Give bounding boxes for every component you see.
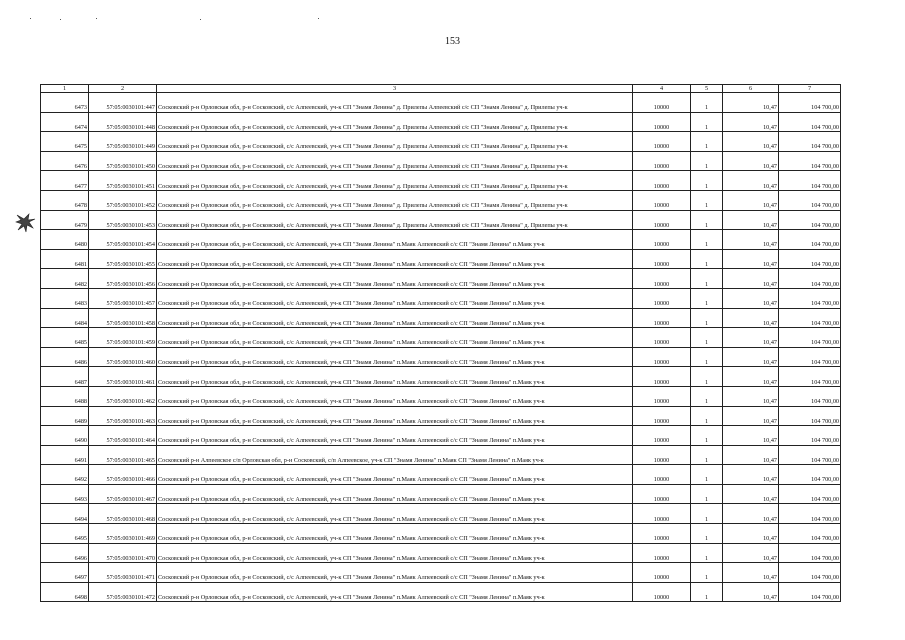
row-number: 6486 [41,347,89,367]
price-per-unit: 10,47 [723,249,779,269]
cadastral-number: 57:05:0030101:469 [89,524,157,544]
plot-description: Сосковский р-н Орловская обл, р-н Сосковский, с/с Алпеевский, уч-к СП "Знамя Ленина" д. Прилепы Алпеевский с/с СП "Знамя Ленина" д. Прилепы уч-к [157,132,633,152]
price-per-unit: 10,47 [723,93,779,113]
plot-area: 10000 [633,171,691,191]
plot-share: 1 [691,171,723,191]
row-number: 6491 [41,445,89,465]
cadastral-number: 57:05:0030101:462 [89,386,157,406]
cadastral-value: 104 700,00 [779,484,841,504]
plot-description: Сосковский р-н Орловская обл, р-н Сосковский, с/с Алпеевский, уч-к СП "Знамя Ленина" д. Прилепы Алпеевский с/с СП "Знамя Ленина" д. Прилепы уч-к [157,151,633,171]
plot-share: 1 [691,328,723,348]
table-row [41,465,841,485]
price-per-unit: 10,47 [723,426,779,446]
price-per-unit: 10,47 [723,210,779,230]
cadastral-number: 57:05:0030101:457 [89,288,157,308]
cadastral-value: 104 700,00 [779,524,841,544]
cadastral-value: 104 700,00 [779,132,841,152]
table-row [41,543,841,563]
cadastral-number: 57:05:0030101:470 [89,543,157,563]
table-row [41,112,841,132]
price-per-unit: 10,47 [723,308,779,328]
table-row [41,269,841,289]
plot-share: 1 [691,465,723,485]
cadastral-value: 104 700,00 [779,112,841,132]
plot-share: 1 [691,445,723,465]
plot-description: Сосковский р-н Орловская обл, р-н Сосковский, с/с Алпеевский, уч-к СП "Знамя Ленина" п.Маяк Алпеевский с/с СП "Знамя Ленина" п.Маяк уч-к [157,504,633,524]
price-per-unit: 10,47 [723,112,779,132]
cadastral-value: 104 700,00 [779,93,841,113]
price-per-unit: 10,47 [723,406,779,426]
row-number: 6498 [41,582,89,602]
row-number: 6474 [41,112,89,132]
plot-share: 1 [691,484,723,504]
price-per-unit: 10,47 [723,328,779,348]
plot-share: 1 [691,93,723,113]
table-row [41,210,841,230]
plot-description: Сосковский р-н Алпеевское с/п Орловская обл, р-н Сосковский, с/п Алпеевское, уч-к СП "Знамя Ленина" п.Маяк СП "Знамя Ленина" п.Маяк уч-к [157,445,633,465]
plot-area: 10000 [633,582,691,602]
plot-description: Сосковский р-н Орловская обл, р-н Сосковский, с/с Алпеевский, уч-к СП "Знамя Ленина" п.Маяк Алпеевский с/с СП "Знамя Ленина" п.Маяк уч-к [157,269,633,289]
row-number: 6494 [41,504,89,524]
table-row [41,386,841,406]
plot-share: 1 [691,406,723,426]
cadastral-number: 57:05:0030101:453 [89,210,157,230]
table-row [41,151,841,171]
column-header: 5 [691,85,723,93]
plot-share: 1 [691,151,723,171]
plot-area: 10000 [633,386,691,406]
price-per-unit: 10,47 [723,465,779,485]
cadastral-value: 104 700,00 [779,288,841,308]
row-number: 6484 [41,308,89,328]
plot-area: 10000 [633,190,691,210]
cadastral-value: 104 700,00 [779,563,841,583]
price-per-unit: 10,47 [723,543,779,563]
cadastral-number: 57:05:0030101:451 [89,171,157,191]
scan-speck [318,18,319,19]
plot-area: 10000 [633,484,691,504]
table-row [41,93,841,113]
row-number: 6476 [41,151,89,171]
column-header: 2 [89,85,157,93]
cadastral-number: 57:05:0030101:448 [89,112,157,132]
cadastral-value: 104 700,00 [779,504,841,524]
table-row [41,426,841,446]
cadastral-number: 57:05:0030101:461 [89,367,157,387]
price-per-unit: 10,47 [723,230,779,250]
plot-area: 10000 [633,249,691,269]
plot-area: 10000 [633,112,691,132]
row-number: 6479 [41,210,89,230]
table-row [41,504,841,524]
table-row [41,582,841,602]
plot-share: 1 [691,190,723,210]
plot-share: 1 [691,347,723,367]
row-number: 6490 [41,426,89,446]
price-per-unit: 10,47 [723,288,779,308]
price-per-unit: 10,47 [723,367,779,387]
plot-description: Сосковский р-н Орловская обл, р-н Сосковский, с/с Алпеевский, уч-к СП "Знамя Ленина" д. Прилепы Алпеевский с/с СП "Знамя Ленина" д. Прилепы уч-к [157,210,633,230]
scan-speck [96,18,97,19]
plot-description: Сосковский р-н Орловская обл, р-н Сосковский, с/с Алпеевский, уч-к СП "Знамя Ленина" п.Маяк Алпеевский с/с СП "Знамя Ленина" п.Маяк уч-к [157,367,633,387]
cadastral-value: 104 700,00 [779,249,841,269]
row-number: 6492 [41,465,89,485]
plot-area: 10000 [633,328,691,348]
plot-share: 1 [691,582,723,602]
cadastral-number: 57:05:0030101:460 [89,347,157,367]
table-row [41,328,841,348]
plot-area: 10000 [633,504,691,524]
plot-area: 10000 [633,210,691,230]
plot-description: Сосковский р-н Орловская обл, р-н Сосковский, с/с Алпеевский, уч-к СП "Знамя Ленина" п.Маяк Алпеевский с/с СП "Знамя Ленина" п.Маяк уч-к [157,328,633,348]
cadastral-value: 104 700,00 [779,543,841,563]
scan-speck [30,18,31,19]
plot-share: 1 [691,308,723,328]
cadastral-number: 57:05:0030101:463 [89,406,157,426]
column-header: 4 [633,85,691,93]
table-row [41,445,841,465]
plot-description: Сосковский р-н Орловская обл, р-н Сосковский, с/с Алпеевский, уч-к СП "Знамя Ленина" п.Маяк Алпеевский с/с СП "Знамя Ленина" п.Маяк уч-к [157,563,633,583]
plot-area: 10000 [633,367,691,387]
cadastral-value: 104 700,00 [779,465,841,485]
stamp-icon [12,212,38,234]
price-per-unit: 10,47 [723,171,779,191]
cadastral-number: 57:05:0030101:456 [89,269,157,289]
price-per-unit: 10,47 [723,445,779,465]
cadastral-value: 104 700,00 [779,190,841,210]
cadastral-number: 57:05:0030101:454 [89,230,157,250]
cadastral-value: 104 700,00 [779,445,841,465]
plot-description: Сосковский р-н Орловская обл, р-н Сосковский, с/с Алпеевский, уч-к СП "Знамя Ленина" д. Прилепы Алпеевский с/с СП "Знамя Ленина" д. Прилепы уч-к [157,112,633,132]
plot-description: Сосковский р-н Орловская обл, р-н Сосковский, с/с Алпеевский, уч-к СП "Знамя Ленина" п.Маяк Алпеевский с/с СП "Знамя Ленина" п.Маяк уч-к [157,582,633,602]
cadastral-number: 57:05:0030101:450 [89,151,157,171]
plot-share: 1 [691,112,723,132]
cadastral-number: 57:05:0030101:471 [89,563,157,583]
plot-description: Сосковский р-н Орловская обл, р-н Сосковский, с/с Алпеевский, уч-к СП "Знамя Ленина" п.Маяк Алпеевский с/с СП "Знамя Ленина" п.Маяк уч-к [157,484,633,504]
cadastral-value: 104 700,00 [779,347,841,367]
plot-area: 10000 [633,563,691,583]
plot-description: Сосковский р-н Орловская обл, р-н Сосковский, с/с Алпеевский, уч-к СП "Знамя Ленина" д. Прилепы Алпеевский с/с СП "Знамя Ленина" д. Прилепы уч-к [157,171,633,191]
cadastral-number: 57:05:0030101:455 [89,249,157,269]
cadastral-value: 104 700,00 [779,582,841,602]
price-per-unit: 10,47 [723,582,779,602]
row-number: 6495 [41,524,89,544]
cadastral-number: 57:05:0030101:452 [89,190,157,210]
plot-description: Сосковский р-н Орловская обл, р-н Сосковский, с/с Алпеевский, уч-к СП "Знамя Ленина" п.Маяк Алпеевский с/с СП "Знамя Ленина" п.Маяк уч-к [157,406,633,426]
plot-description: Сосковский р-н Орловская обл, р-н Сосковский, с/с Алпеевский, уч-к СП "Знамя Ленина" п.Маяк Алпеевский с/с СП "Знамя Ленина" п.Маяк уч-к [157,386,633,406]
table-row [41,484,841,504]
cadastral-number: 57:05:0030101:447 [89,93,157,113]
column-header: 7 [779,85,841,93]
plot-description: Сосковский р-н Орловская обл, р-н Сосковский, с/с Алпеевский, уч-к СП "Знамя Ленина" п.Маяк Алпеевский с/с СП "Знамя Ленина" п.Маяк уч-к [157,426,633,446]
plot-description: Сосковский р-н Орловская обл, р-н Сосковский, с/с Алпеевский, уч-к СП "Знамя Ленина" п.Маяк Алпеевский с/с СП "Знамя Ленина" п.Маяк уч-к [157,524,633,544]
plot-area: 10000 [633,524,691,544]
row-number: 6473 [41,93,89,113]
row-number: 6488 [41,386,89,406]
cadastral-number: 57:05:0030101:467 [89,484,157,504]
row-number: 6478 [41,190,89,210]
plot-area: 10000 [633,347,691,367]
plot-description: Сосковский р-н Орловская обл, р-н Сосковский, с/с Алпеевский, уч-к СП "Знамя Ленина" п.Маяк Алпеевский с/с СП "Знамя Ленина" п.Маяк уч-к [157,543,633,563]
plot-share: 1 [691,132,723,152]
column-header: 3 [157,85,633,93]
cadastral-number: 57:05:0030101:472 [89,582,157,602]
cadastral-value: 104 700,00 [779,230,841,250]
table-row [41,230,841,250]
cadastral-number: 57:05:0030101:458 [89,308,157,328]
plot-share: 1 [691,367,723,387]
column-header: 6 [723,85,779,93]
plot-area: 10000 [633,230,691,250]
cadastral-value: 104 700,00 [779,406,841,426]
table-row [41,190,841,210]
price-per-unit: 10,47 [723,484,779,504]
plot-description: Сосковский р-н Орловская обл, р-н Сосковский, с/с Алпеевский, уч-к СП "Знамя Ленина" п.Маяк Алпеевский с/с СП "Знамя Ленина" п.Маяк уч-к [157,230,633,250]
cadastral-number: 57:05:0030101:468 [89,504,157,524]
row-number: 6481 [41,249,89,269]
plot-area: 10000 [633,132,691,152]
price-per-unit: 10,47 [723,504,779,524]
row-number: 6489 [41,406,89,426]
plot-share: 1 [691,504,723,524]
row-number: 6497 [41,563,89,583]
plot-description: Сосковский р-н Орловская обл, р-н Сосковский, с/с Алпеевский, уч-к СП "Знамя Ленина" п.Маяк Алпеевский с/с СП "Знамя Ленина" п.Маяк уч-к [157,249,633,269]
table-row [41,171,841,191]
cadastral-value: 104 700,00 [779,308,841,328]
row-number: 6496 [41,543,89,563]
price-per-unit: 10,47 [723,524,779,544]
plot-area: 10000 [633,406,691,426]
cadastral-number: 57:05:0030101:465 [89,445,157,465]
cadastral-number: 57:05:0030101:466 [89,465,157,485]
plot-description: Сосковский р-н Орловская обл, р-н Сосковский, с/с Алпеевский, уч-к СП "Знамя Ленина" п.Маяк Алпеевский с/с СП "Знамя Ленина" п.Маяк уч-к [157,288,633,308]
plot-description: Сосковский р-н Орловская обл, р-н Сосковский, с/с Алпеевский, уч-к СП "Знамя Ленина" д. Прилепы Алпеевский с/с СП "Знамя Ленина" д. Прилепы уч-к [157,93,633,113]
cadastral-value: 104 700,00 [779,426,841,446]
plot-area: 10000 [633,269,691,289]
plot-description: Сосковский р-н Орловская обл, р-н Сосковский, с/с Алпеевский, уч-к СП "Знамя Ленина" п.Маяк Алпеевский с/с СП "Знамя Ленина" п.Маяк уч-к [157,465,633,485]
table-row [41,249,841,269]
table-row [41,406,841,426]
price-per-unit: 10,47 [723,190,779,210]
plot-share: 1 [691,563,723,583]
price-per-unit: 10,47 [723,269,779,289]
plot-area: 10000 [633,465,691,485]
price-per-unit: 10,47 [723,151,779,171]
plot-share: 1 [691,543,723,563]
table-row [41,288,841,308]
plot-area: 10000 [633,308,691,328]
cadastral-value: 104 700,00 [779,151,841,171]
plot-share: 1 [691,288,723,308]
row-number: 6482 [41,269,89,289]
plot-description: Сосковский р-н Орловская обл, р-н Сосковский, с/с Алпеевский, уч-к СП "Знамя Ленина" п.Маяк Алпеевский с/с СП "Знамя Ленина" п.Маяк уч-к [157,347,633,367]
table-row [41,563,841,583]
plot-area: 10000 [633,426,691,446]
plot-description: Сосковский р-н Орловская обл, р-н Сосковский, с/с Алпеевский, уч-к СП "Знамя Ленина" п.Маяк Алпеевский с/с СП "Знамя Ленина" п.Маяк уч-к [157,308,633,328]
cadastral-value: 104 700,00 [779,171,841,191]
plot-share: 1 [691,386,723,406]
column-header: 1 [41,85,89,93]
scan-speck [60,19,61,20]
plot-share: 1 [691,230,723,250]
row-number: 6493 [41,484,89,504]
row-number: 6485 [41,328,89,348]
header-row [41,85,841,93]
plot-area: 10000 [633,543,691,563]
plot-area: 10000 [633,445,691,465]
table-row [41,347,841,367]
plot-area: 10000 [633,288,691,308]
cadastral-value: 104 700,00 [779,367,841,387]
cadastral-number: 57:05:0030101:464 [89,426,157,446]
plot-share: 1 [691,269,723,289]
table-row [41,308,841,328]
plot-area: 10000 [633,93,691,113]
row-number: 6477 [41,171,89,191]
cadastral-value: 104 700,00 [779,328,841,348]
price-per-unit: 10,47 [723,563,779,583]
cadastral-value: 104 700,00 [779,210,841,230]
land-plots-table [40,84,841,602]
row-number: 6483 [41,288,89,308]
plot-share: 1 [691,524,723,544]
plot-description: Сосковский р-н Орловская обл, р-н Сосковский, с/с Алпеевский, уч-к СП "Знамя Ленина" д. Прилепы Алпеевский с/с СП "Знамя Ленина" д. Прилепы уч-к [157,190,633,210]
cadastral-number: 57:05:0030101:459 [89,328,157,348]
cadastral-value: 104 700,00 [779,386,841,406]
cadastral-value: 104 700,00 [779,269,841,289]
price-per-unit: 10,47 [723,386,779,406]
price-per-unit: 10,47 [723,132,779,152]
price-per-unit: 10,47 [723,347,779,367]
table-row [41,367,841,387]
plot-share: 1 [691,210,723,230]
plot-area: 10000 [633,151,691,171]
table-row [41,132,841,152]
page-number: 153 [445,36,460,47]
plot-share: 1 [691,426,723,446]
row-number: 6480 [41,230,89,250]
plot-share: 1 [691,249,723,269]
cadastral-number: 57:05:0030101:449 [89,132,157,152]
scan-speck [200,19,201,20]
row-number: 6487 [41,367,89,387]
table-row [41,524,841,544]
row-number: 6475 [41,132,89,152]
